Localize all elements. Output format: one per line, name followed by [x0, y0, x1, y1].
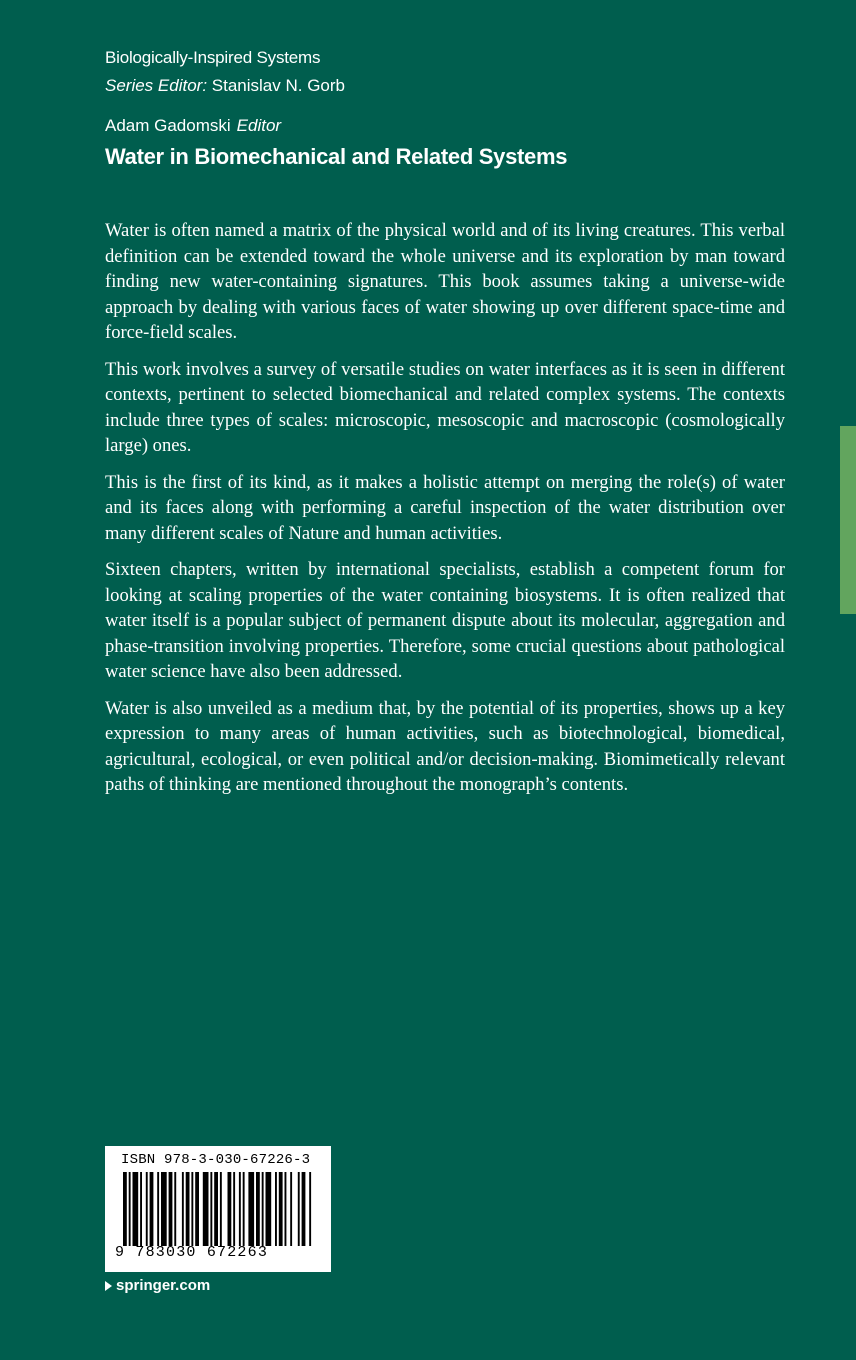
series-editor — [105, 76, 345, 96]
barcode-digits: 9 783030 672263 — [115, 1244, 269, 1261]
isbn-text: ISBN 978-3-030-67226-3 — [121, 1152, 311, 1168]
book-title: Water in Biomechanical and Related Systems — [105, 144, 568, 169]
blurb — [105, 218, 785, 809]
blurb-paragraph: Water is also unveiled as a medium that, by the potential of its properties, shows up a key expression to many areas of human activities, such as biotechnological, biomedical, agricultural, ecological, or even political and/or decision-making. Biomimetically relevant paths of thinking are mentioned throughout the monograph’s contents. — [105, 697, 785, 795]
editor-role: Editor — [236, 116, 282, 135]
arrow-right-icon — [105, 1281, 112, 1291]
springer-link-label: springer.com — [116, 1277, 211, 1294]
series-title: Biologically-Inspired Systems — [105, 48, 321, 67]
springer-link[interactable] — [105, 1277, 210, 1294]
series-editor-name: Stanislav N. Gorb — [211, 76, 346, 95]
book-editor — [105, 116, 281, 136]
blurb-paragraph: Water is often named a matrix of the physical world and of its living creatures. This verbal definition can be extended toward the whole universe and its exploration by man toward finding new water-containing signatures. This book assumes taking a universe-wide approach by dealing with various faces of water showing up over different space-time and force-field scales. — [105, 220, 785, 343]
editor-name: Adam Gadomski — [105, 116, 231, 135]
barcode-bars — [123, 1172, 313, 1246]
blurb-paragraph: This work involves a survey of versatile studies on water interfaces as it is seen in different contexts, pertinent to selected biomechanical and related complex systems. The contexts include three types of scales: microscopic, mesoscopic and macroscopic (cosmologically large) ones. — [105, 358, 785, 456]
blurb-paragraph: This is the first of its kind, as it makes a holistic attempt on merging the role(s) of water and its faces along with performing a careful inspection of the water distribution over many different scales of Nature and human activities. — [105, 471, 785, 544]
isbn-barcode — [105, 1146, 331, 1272]
spine-color-tab — [840, 426, 856, 614]
series-editor-label: Series Editor: — [105, 76, 208, 95]
blurb-paragraph: Sixteen chapters, written by international specialists, establish a competent forum for looking at scaling properties of the water containing biosystems. It is often realized that water itself is a popular subject of permanent dispute about its molecular, aggregation and phase-transition involving properties. Therefore, some crucial questions about pathological water science have also been addressed. — [105, 559, 785, 682]
